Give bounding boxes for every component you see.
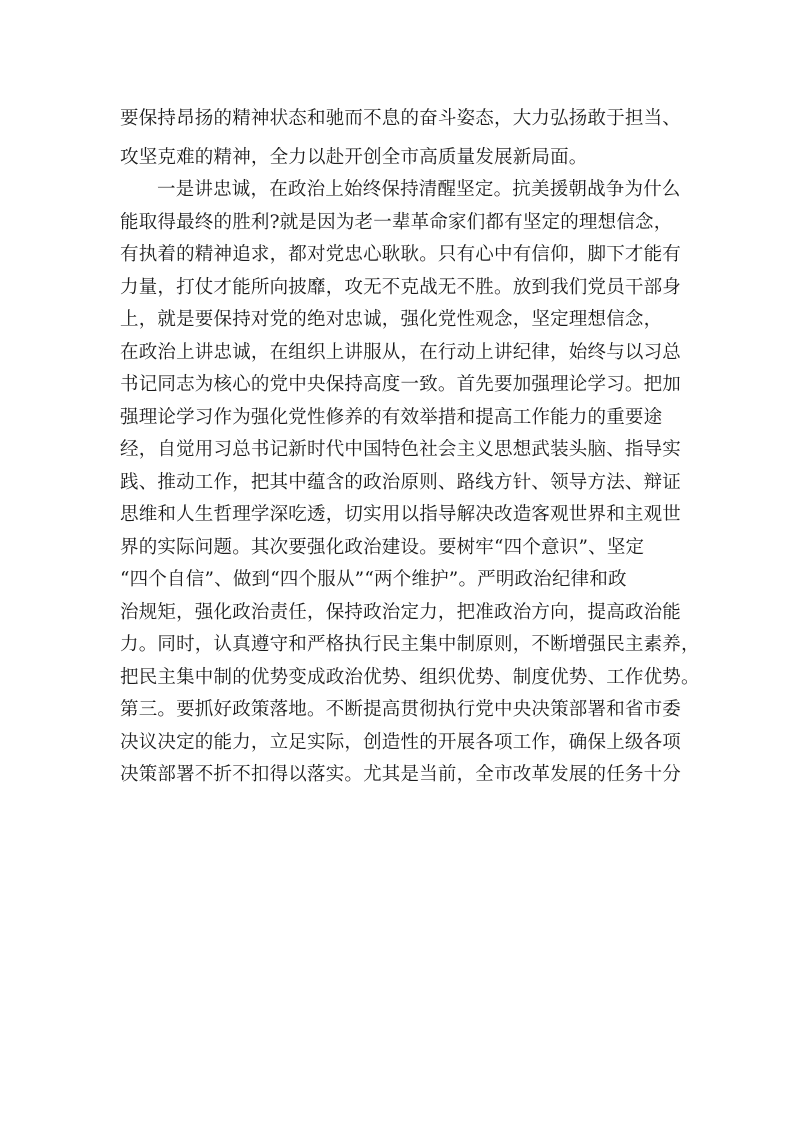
paragraph-1 (120, 99, 686, 177)
paragraph-line: 攻坚克难的精神，全力以赴开创全市高质量发展新局面。 (120, 147, 588, 168)
paragraph-line: 强理论学习作为强化党性修养的有效举措和提高工作能力的重要途 (120, 406, 663, 428)
paragraph-line: 治规矩，强化政治责任，保持政治定力，把准政治方向，提高政治能 (120, 601, 682, 623)
paragraph-line: 一是讲忠诚，在政治上始终保持清醒坚定。抗美援朝战争为什么 (157, 179, 681, 200)
paragraph-line: 界的实际问题。其次要强化政治建设。要树牢“四个意识”、坚定 (120, 536, 645, 558)
paragraph-line: 经，自觉用习总书记新时代中国特色社会主义思想武装头脑、指导实 (120, 439, 682, 460)
paragraph-line: 思维和人生哲理学深吃透，切实用以指导解决改造客观世界和主观世 (120, 504, 682, 525)
paragraph-line: 在政治上讲忠诚，在组织上讲服从，在行动上讲纪律，始终与以习总 (120, 341, 682, 363)
paragraph-line: 第三。要抓好政策落地。不断提高贯彻执行党中央决策部署和省市委 (120, 699, 682, 720)
paragraph-line: 力。同时，认真遵守和严格执行民主集中制原则，不断增强民主素养， (120, 634, 700, 655)
paragraph-line: 要保持昂扬的精神状态和驰而不息的奋斗姿态，大力弘扬敢于担当、 (120, 108, 682, 129)
paragraph-line: 书记同志为核心的党中央保持高度一致。首先要加强理论学习。把加 (120, 374, 682, 395)
paragraph-line: 决策部署不折不扣得以落实。尤其是当前，全市改革发展的任务十分 (120, 764, 682, 785)
paragraph-line: 践、推动工作，把其中蕴含的政治原则、路线方针、领导方法、辩证 (120, 471, 682, 493)
paragraph-2 (120, 174, 700, 792)
paragraph-line: 有执着的精神追求，都对党忠心耿耿。只有心中有信仰，脚下才能有 (120, 244, 682, 265)
paragraph-line: 力量，打仗才能所向披靡，攻无不克战无不胜。放到我们党员干部身 (120, 276, 682, 298)
paragraph-line: “四个自信”、做到“四个服从”“两个维护”。严明政治纪律和政 (120, 569, 627, 590)
paragraph-line: 能取得最终的胜利?就是因为老一辈革命家们都有坚定的理想信念， (120, 211, 673, 233)
paragraph-line: 决议决定的能力，立足实际，创造性的开展各项工作，确保上级各项 (120, 731, 682, 753)
paragraph-line: 上，就是要保持对党的绝对忠诚，强化党性观念，坚定理想信念， (120, 309, 663, 330)
paragraph-line: 把民主集中制的优势变成政治优势、组织优势、制度优势、工作优势。 (120, 666, 700, 688)
